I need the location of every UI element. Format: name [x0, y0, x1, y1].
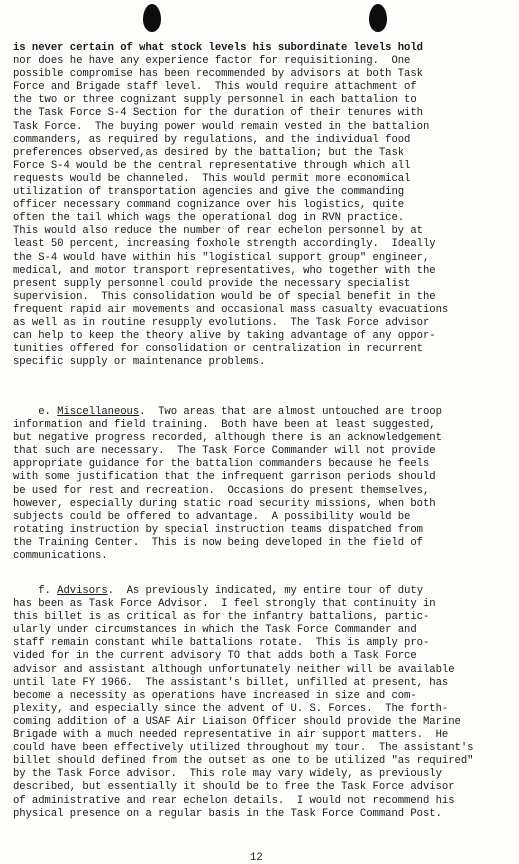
text-line: be used for rest and recreation. Occasions do present themselves, — [13, 484, 430, 497]
section-indent — [13, 585, 38, 597]
text-line: Force S-4 would be the central representative through which all — [13, 159, 411, 172]
text-line: the two or three cognizant supply personnel in each battalion to — [13, 94, 417, 107]
page-number: 12 — [250, 852, 263, 864]
text-line: billet should defined from the outset as one to be utilized "as required" — [13, 755, 474, 768]
text-line: the Training Center. This is now being developed in the field of — [13, 536, 423, 549]
text-line: utilization of transportation agencies and give the commanding — [13, 186, 405, 199]
text-line: physical presence on a regular basis in the Task Force Command Post. — [13, 807, 442, 820]
text-line: tunities offered for consolidation or centralization in recurrent — [13, 343, 423, 356]
text-line: the S-4 would have within his "logistical support group" engineer, — [13, 251, 430, 264]
text-line: staff remain constant while battalions rotate. This is amply pro- — [13, 637, 430, 650]
text-line: least 50 percent, increasing foxhole strength accordingly. Ideally — [13, 238, 436, 251]
punch-hole-left — [143, 4, 161, 32]
text-line-rest: . Two areas that are almost untouched are troop — [139, 406, 442, 418]
section-indent — [13, 406, 38, 418]
section-label: e. — [38, 406, 51, 418]
section-advisors — [13, 585, 513, 821]
text-line: ularly under circumstances in which the Task Force Commander and — [13, 624, 417, 637]
text-line: by the Task Force advisor. This role may vary widely, as previously — [13, 768, 442, 781]
text-line: become a necessity as operations have increased in size and com- — [13, 689, 417, 702]
text-line: the Task Force S-4 Section for the duration of their tenures with — [13, 107, 423, 120]
text-line: frequent rapid air movements and occasional mass casualty evacuations — [13, 303, 449, 316]
punch-hole-right — [369, 4, 387, 32]
text-line: appropriate guidance for the battalion commanders because he feels — [13, 458, 430, 471]
text-line: preferences observed,as desired by the battalion; but the Task — [13, 146, 405, 159]
text-line: that such are necessary. The Task Force Commander will not provide — [13, 445, 436, 458]
text-line: until late FY 1966. The assistant's billet, unfilled at present, has — [13, 676, 449, 689]
text-line: Force and Brigade staff level. This would require attachment of — [13, 81, 417, 94]
text-line: supervision. This consolidation would be of special benefit in the — [13, 290, 436, 303]
text-line: communications. — [13, 550, 108, 563]
text-line: has been as Task Force Advisor. I feel strongly that continuity in — [13, 598, 436, 611]
text-line-rest: . As previously indicated, my entire tour of duty — [107, 585, 424, 597]
text-line: as well as in routine resupply evolutions. The Task Force advisor — [13, 316, 430, 329]
text-line: but negative progress recorded, although there is an acknowledgement — [13, 432, 442, 445]
text-line: This would also reduce the number of rear echelon personnel by at — [13, 225, 423, 238]
text-line: Brigade with a much needed representative in air support matters. He — [13, 729, 449, 742]
section-heading-line — [13, 406, 513, 419]
text-line: described, but essentially it should be to free the Task Force advisor — [13, 781, 455, 794]
text-line: with some justification that the infrequent garrison periods should — [13, 471, 436, 484]
text-line: this billet is as critical as for the infantry battalions, partic- — [13, 611, 430, 624]
text-line: vided for in the current advisory TO that adds both a Task Force — [13, 650, 417, 663]
text-line: often the tail which wags the operational dog in RVN practice. — [13, 212, 405, 225]
section-miscellaneous — [13, 406, 513, 563]
text-line: of administrative and rear echelon details. I would not recommend his — [13, 794, 455, 807]
text-line: rotating instruction by special instruction teams dispatched from — [13, 523, 423, 536]
text-line: is never certain of what stock levels his subordinate levels hold — [13, 42, 423, 54]
text-line: officer necessary command cognizance over his logistics, quite — [13, 199, 405, 212]
section-heading: Miscellaneous — [57, 406, 140, 418]
text-line: medical, and motor transport representatives, who together with the — [13, 264, 436, 277]
text-line: present supply personnel could provide the necessary specialist — [13, 277, 411, 290]
section-heading: Advisors — [57, 585, 108, 597]
text-line: advisor and assistant although unfortunately neither will be available — [13, 663, 455, 676]
text-line: can help to keep the theory alive by taking advantage of any oppor- — [13, 330, 436, 343]
text-line: commanders, as required by regulations, and the individual food — [13, 133, 411, 146]
text-line: subjects could be offered to advantage. A possibility would be — [13, 510, 411, 523]
text-line: requests would be channeled. This would permit more economical — [13, 172, 411, 185]
text-line: information and field training. Both have been at least suggested, — [13, 419, 436, 432]
text-line: Task Force. The buying power would remain vested in the battalion — [13, 120, 430, 133]
text-line: however, especially during static road security missions, when both — [13, 497, 436, 510]
text-line: could have been effectively utilized throughout my tour. The assistant's — [13, 742, 474, 755]
section-heading-line — [13, 585, 513, 598]
text-line: specific supply or maintenance problems. — [13, 356, 266, 369]
paragraph-supply — [13, 42, 513, 369]
text-line: plexity, and especially since the advent of U. S. Forces. The forth- — [13, 702, 449, 715]
text-line: nor does he have any experience factor for requisitioning. One — [13, 55, 411, 68]
text-line: possible compromise has been recommended by advisors at both Task — [13, 68, 423, 81]
section-label: f. — [38, 585, 51, 597]
text-line: coming addition of a USAF Air Liaison Officer should provide the Marine — [13, 715, 461, 728]
